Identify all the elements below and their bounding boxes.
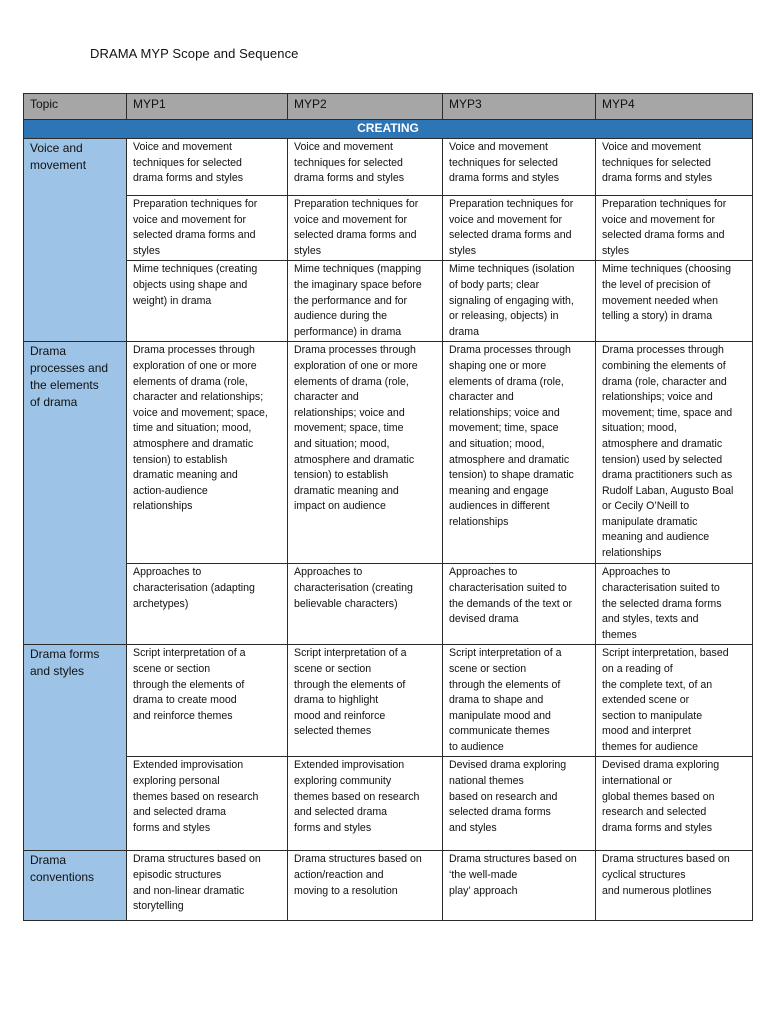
header-myp4: MYP4	[596, 94, 753, 120]
table-cell: Drama structures based on ‘the well-made play’ approach	[443, 851, 596, 921]
table-cell: Voice and movement techniques for selected drama forms and styles	[596, 139, 753, 196]
topic-drama-processes: Drama processes and the elements of drama	[24, 342, 127, 645]
topic-drama-forms-and-styles: Drama forms and styles	[24, 645, 127, 851]
document-title: DRAMA MYP Scope and Sequence	[90, 46, 299, 61]
topic-drama-conventions: Drama conventions	[24, 851, 127, 921]
table-row	[24, 757, 753, 851]
table-cell: Extended improvisation exploring personal themes based on research and selected drama forms and styles	[127, 757, 288, 851]
table-cell: Drama structures based on episodic structures and non-linear dramatic storytelling	[127, 851, 288, 921]
table-row	[24, 851, 753, 921]
table-cell: Preparation techniques for voice and movement for selected drama forms and styles	[596, 196, 753, 261]
table-cell: Script interpretation of a scene or section through the elements of drama to shape and manipulate mood and communicate themes to audience	[443, 645, 596, 757]
table-cell: Preparation techniques for voice and movement for selected drama forms and styles	[288, 196, 443, 261]
table-cell: Drama structures based on action/reaction and moving to a resolution	[288, 851, 443, 921]
table-cell: Voice and movement techniques for selected drama forms and styles	[127, 139, 288, 196]
table-cell: Approaches to characterisation suited to the selected drama forms and styles, texts and themes	[596, 564, 753, 645]
table-cell: Extended improvisation exploring community themes based on research and selected drama forms and styles	[288, 757, 443, 851]
table-cell: Devised drama exploring international or global themes based on research and selected drama forms and styles	[596, 757, 753, 851]
topic-voice-and-movement: Voice and movement	[24, 139, 127, 342]
table-row	[24, 196, 753, 261]
scope-sequence-table	[23, 93, 753, 921]
table-header-row	[24, 94, 753, 120]
table-cell: Voice and movement techniques for selected drama forms and styles	[288, 139, 443, 196]
table-cell: Script interpretation of a scene or section through the elements of drama to highlight mood and reinforce selected themes	[288, 645, 443, 757]
table-cell: Voice and movement techniques for selected drama forms and styles	[443, 139, 596, 196]
table-cell: Script interpretation of a scene or section through the elements of drama to create mood and reinforce themes	[127, 645, 288, 757]
table-cell: Preparation techniques for voice and movement for selected drama forms and styles	[443, 196, 596, 261]
table-row	[24, 564, 753, 645]
header-myp1: MYP1	[127, 94, 288, 120]
table-cell: Approaches to characterisation (adapting archetypes)	[127, 564, 288, 645]
creating-band-row	[24, 120, 753, 139]
table-cell: Mime techniques (isolation of body parts; clear signaling of engaging with, or releasing, objects) in drama	[443, 261, 596, 342]
header-myp2: MYP2	[288, 94, 443, 120]
table-cell: Drama processes through exploration of one or more elements of drama (role, character and relationships; voice and movement; space, time and situation; mood, atmosphere and dramatic tension) to establish dramatic meaning and impact on audience	[288, 342, 443, 564]
creating-band-label: CREATING	[24, 120, 753, 139]
table-cell: Drama structures based on cyclical structures and numerous plotlines	[596, 851, 753, 921]
table-cell: Preparation techniques for voice and movement for selected drama forms and styles	[127, 196, 288, 261]
table-cell: Drama processes through exploration of one or more elements of drama (role, character and relationships; voice and movement; space, time and situation; mood, atmosphere and dramatic tension) to establish dramatic meaning and action-audience relationships	[127, 342, 288, 564]
table-cell: Approaches to characterisation (creating believable characters)	[288, 564, 443, 645]
table-cell: Approaches to characterisation suited to the demands of the text or devised drama	[443, 564, 596, 645]
header-myp3: MYP3	[443, 94, 596, 120]
table-cell: Mime techniques (creating objects using shape and weight) in drama	[127, 261, 288, 342]
table-cell: Script interpretation, based on a reading of the complete text, of an extended scene or section to manipulate mood and interpret themes for audience	[596, 645, 753, 757]
header-topic: Topic	[24, 94, 127, 120]
table-cell: Drama processes through combining the elements of drama (role, character and relationships; voice and movement; time, space and situation; mood, atmosphere and dramatic tension) used by selected drama practitioners such as Rudolf Laban, Augusto Boal or Cecily O’Neill to manipulate dramatic meaning and audience relationships	[596, 342, 753, 564]
table-row	[24, 261, 753, 342]
table-cell: Mime techniques (choosing the level of precision of movement needed when telling a story) in drama	[596, 261, 753, 342]
table-cell: Drama processes through shaping one or more elements of drama (role, character and relationships; voice and movement; time, space and situation; mood, atmosphere and dramatic tension) to shape dramatic meaning and engage audiences in different relationships	[443, 342, 596, 564]
table-row	[24, 645, 753, 757]
table-row	[24, 139, 753, 196]
table-cell: Devised drama exploring national themes based on research and selected drama forms and styles	[443, 757, 596, 851]
table-row	[24, 342, 753, 564]
table-cell: Mime techniques (mapping the imaginary space before the performance and for audience during the performance) in drama	[288, 261, 443, 342]
